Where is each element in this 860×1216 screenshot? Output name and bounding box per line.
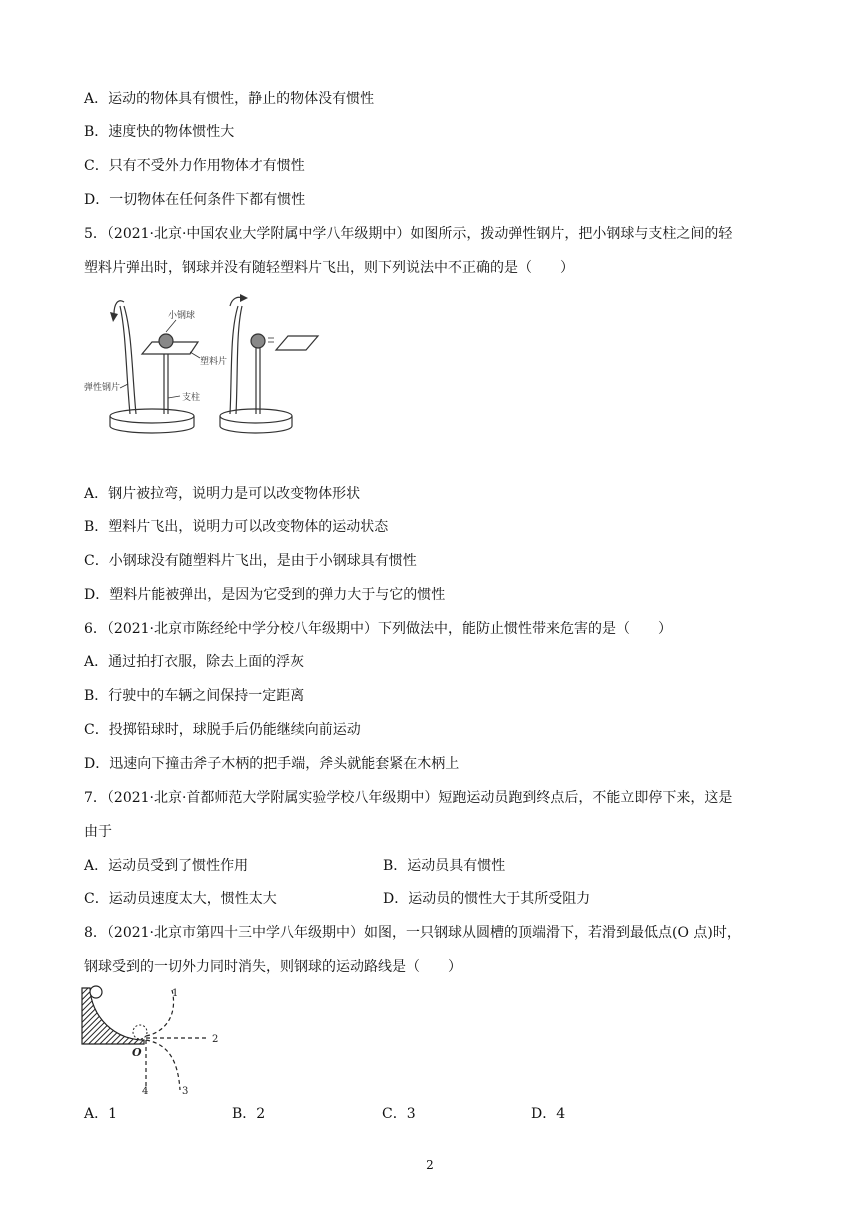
q5-option-d: D．塑料片能被弹出，是因为它受到的弹力大于与它的惯性 <box>84 587 446 603</box>
q5-label-spring: 弹性钢片 <box>84 383 121 393</box>
q8-option-d: D．4 <box>531 1106 566 1122</box>
q5-stem-line2: 塑料片弹出时，钢球并没有随轻塑料片飞出，则下列说法中不正确的是（ ） <box>84 260 574 276</box>
q8-option-b: B．2 <box>232 1106 266 1122</box>
q8-option-a: A．1 <box>84 1106 118 1122</box>
q7-stem-line2: 由于 <box>84 824 112 840</box>
q7-option-d: D．运动员的惯性大于其所受阻力 <box>383 891 591 907</box>
q8-label-path1: 1 <box>172 988 179 999</box>
q6-option-d: D．迅速向下撞击斧子木柄的把手端，斧头就能套紧在木柄上 <box>84 756 460 772</box>
q7-option-c: C．运动员速度太大，惯性太大 <box>84 891 277 907</box>
page-number: 2 <box>426 1158 434 1172</box>
q8-stem-line2: 钢球受到的一切外力同时消失，则钢球的运动路线是（ ） <box>84 959 462 975</box>
q6-option-a: A．通过拍打衣服，除去上面的浮灰 <box>84 654 305 670</box>
q8-stem-line1: 8．（2021·北京市第四十三中学八年级期中）如图，一只钢球从圆槽的顶端滑下，若滑到最低点(O 点)时， <box>84 925 741 941</box>
q5-figure-spring-steel-apparatus <box>80 292 320 440</box>
q5-option-c: C．小钢球没有随塑料片飞出，是由于小钢球具有惯性 <box>84 553 417 569</box>
q8-label-path4: 4 <box>142 1086 149 1096</box>
q7-option-b: B．运动员具有惯性 <box>383 858 506 874</box>
q5-label-plastic: 塑料片 <box>200 357 228 367</box>
q8-label-o: O <box>132 1046 142 1059</box>
q6-stem: 6．（2021·北京市陈经纶中学分校八年级期中）下列做法中，能防止惯性带来危害的是（ ） <box>84 621 672 637</box>
q8-label-path2: 2 <box>212 1034 219 1045</box>
q8-label-path3: 3 <box>182 1086 189 1096</box>
q4-option-a: A．运动的物体具有惯性，静止的物体没有惯性 <box>84 91 375 107</box>
q6-option-c: C．投掷铅球时，球脱手后仍能继续向前运动 <box>84 722 361 738</box>
q4-option-c: C．只有不受外力作用物体才有惯性 <box>84 158 305 174</box>
q5-option-b: B．塑料片飞出，说明力可以改变物体的运动状态 <box>84 519 389 535</box>
q5-label-ball: 小钢球 <box>168 311 196 321</box>
q4-option-b: B．速度快的物体惯性大 <box>84 124 235 140</box>
q7-stem-line1: 7．（2021·北京·首都师范大学附属实验学校八年级期中）短跑运动员跑到终点后，不能立即停下来，这是 <box>84 790 733 806</box>
q5-stem-line1: 5．（2021·北京·中国农业大学附属中学八年级期中）如图所示，拨动弹性钢片，把小钢球与支柱之间的轻 <box>84 226 733 242</box>
q4-option-d: D．一切物体在任何条件下都有惯性 <box>84 192 306 208</box>
q7-option-a: A．运动员受到了惯性作用 <box>84 858 249 874</box>
q5-option-a: A．钢片被拉弯，说明力是可以改变物体形状 <box>84 486 361 502</box>
q8-figure-circular-groove <box>80 984 230 1096</box>
q6-option-b: B．行驶中的车辆之间保持一定距离 <box>84 688 305 704</box>
q5-label-pillar: 支柱 <box>182 393 201 403</box>
q8-option-c: C．3 <box>382 1106 416 1122</box>
